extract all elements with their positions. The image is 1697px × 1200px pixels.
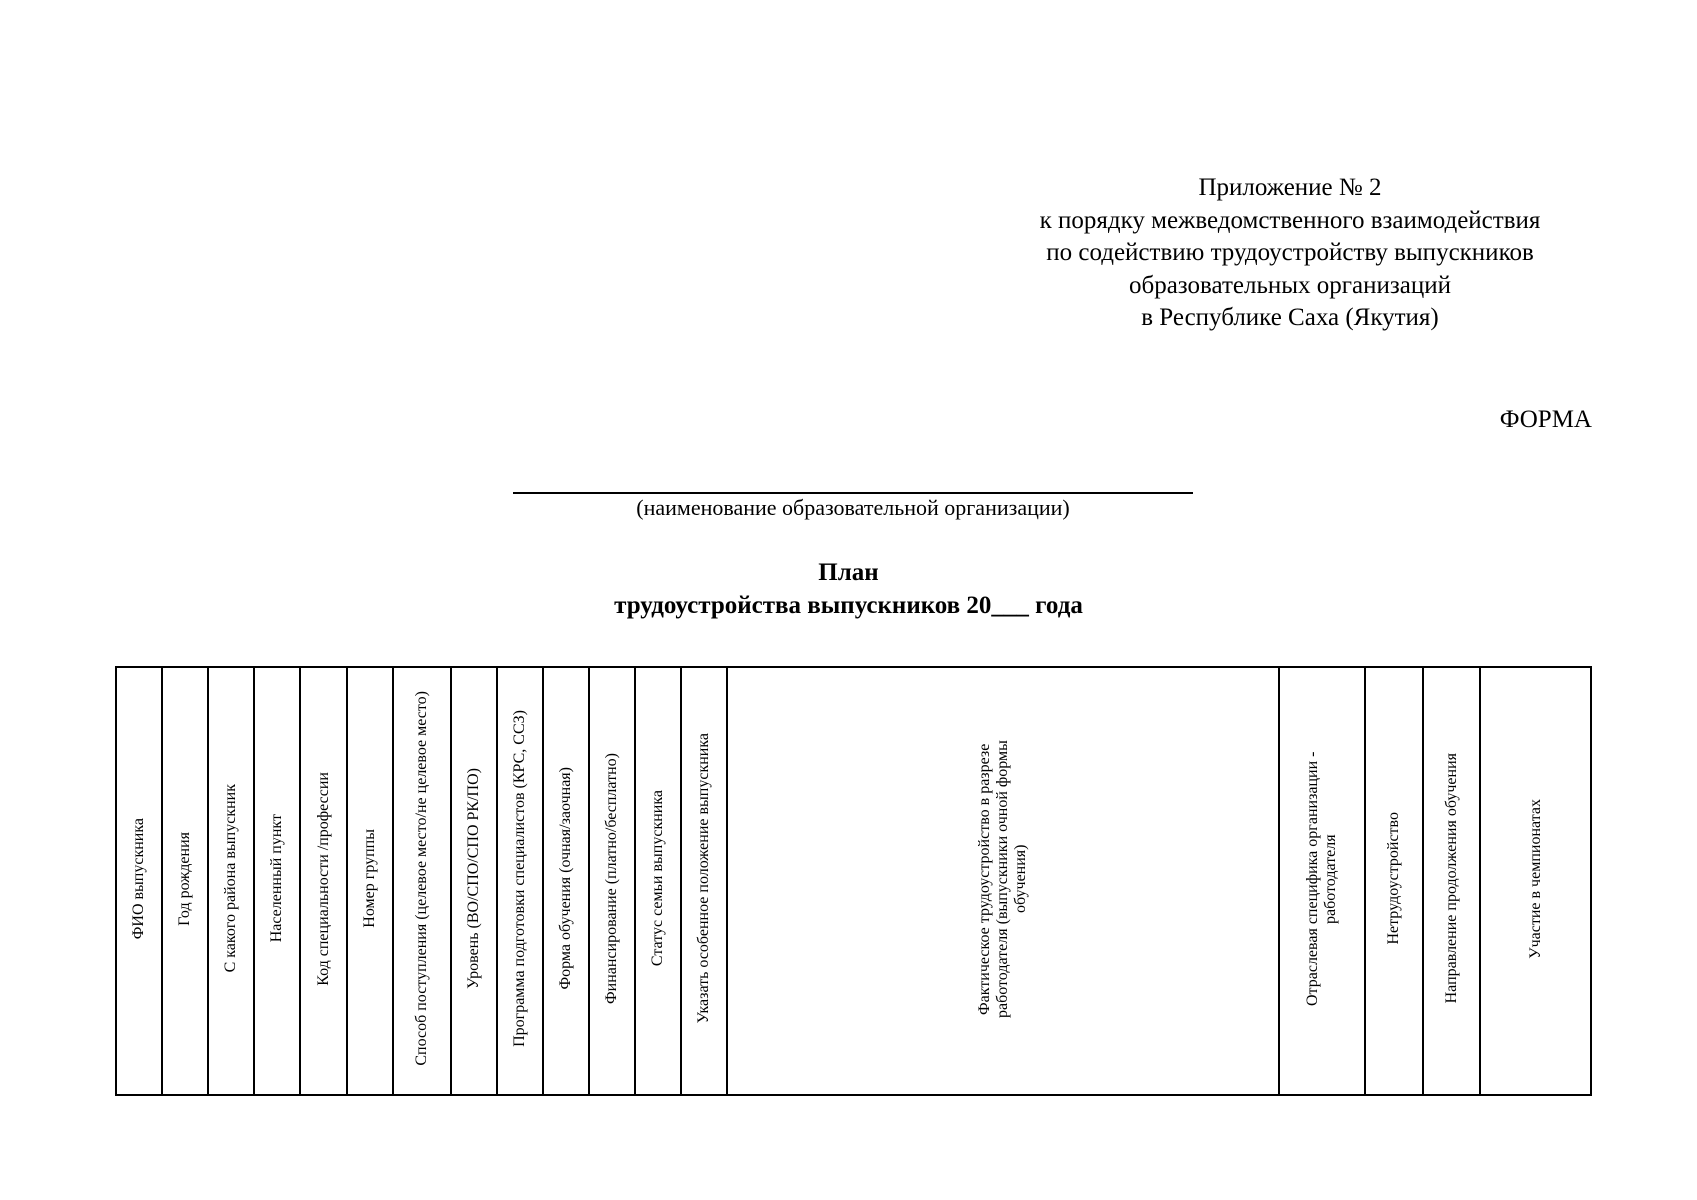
plan-title-line1: План [818, 559, 879, 586]
column-header [300, 667, 347, 1095]
column-header [116, 667, 162, 1095]
org-name-caption: (наименование образовательной организации) [636, 495, 1070, 520]
column-header-label: Год рождения [176, 831, 193, 926]
appendix-line: к порядку межведомственного взаимодействия [1039, 206, 1541, 234]
column-header-label: Фактическое трудоустройство в разрезе работодателя (выпускники очной формы обучения) [976, 739, 1029, 1018]
header-row [116, 667, 1591, 1095]
column-header [727, 667, 1279, 1095]
column-header-label: Указать особенное положение выпускника [695, 733, 712, 1024]
appendix-line: по содействию трудоустройству выпускников [1046, 239, 1534, 266]
plan-title-line2: трудоустройства выпускников 20___ года [614, 592, 1083, 619]
column-header [1279, 667, 1365, 1095]
plan-title [0, 556, 1697, 622]
column-header-label: С какого района выпускник [222, 784, 239, 973]
column-header-label: Направление продолжения обучения [1442, 753, 1460, 1004]
column-header-label: ФИО выпускника [130, 817, 147, 940]
plan-table [115, 666, 1592, 1096]
column-header-label: Населенный пункт [268, 814, 285, 943]
form-label: ФОРМА [1499, 406, 1592, 433]
column-header-label: Уровень (ВО/СПО/СПО РК/ПО) [465, 768, 482, 989]
column-header [451, 667, 497, 1095]
column-header [254, 667, 300, 1095]
appendix-line: образовательных организаций [1128, 271, 1451, 299]
appendix-header [990, 172, 1590, 335]
column-header-label: Статус семьи выпускника [649, 790, 666, 967]
column-header [393, 667, 451, 1095]
column-header [347, 667, 393, 1095]
column-header-label: Номер группы [361, 829, 378, 928]
column-header [543, 667, 589, 1095]
column-header [162, 667, 208, 1095]
column-header [208, 667, 254, 1095]
column-header [1365, 667, 1423, 1095]
column-header-label: Отраслевая специфика организации - работодателя [1304, 751, 1339, 1006]
column-header [589, 667, 635, 1095]
appendix-line: Приложение № 2 [1198, 174, 1382, 201]
column-header [681, 667, 727, 1095]
column-header-label: Способ поступления (целевое место/не целевое место) [413, 691, 430, 1066]
plan-table-wrap [115, 666, 1592, 1096]
column-header-label: Программа подготовки специалистов (КРС, ССЗ) [511, 710, 528, 1047]
column-header [1423, 667, 1480, 1095]
column-header-label: Код специальности /профессии [314, 771, 332, 986]
column-header-label: Участие в чемпионатах [1526, 798, 1544, 959]
column-header-label: Форма обучения (очная/заочная) [557, 767, 574, 990]
column-header [635, 667, 681, 1095]
column-header [497, 667, 543, 1095]
appendix-line: в Республике Саха (Якутия) [1141, 304, 1439, 331]
column-header [1480, 667, 1591, 1095]
column-header-label: Финансирование (платно/бесплатно) [603, 753, 620, 1004]
column-header-label: Нетрудоустройство [1385, 812, 1402, 945]
